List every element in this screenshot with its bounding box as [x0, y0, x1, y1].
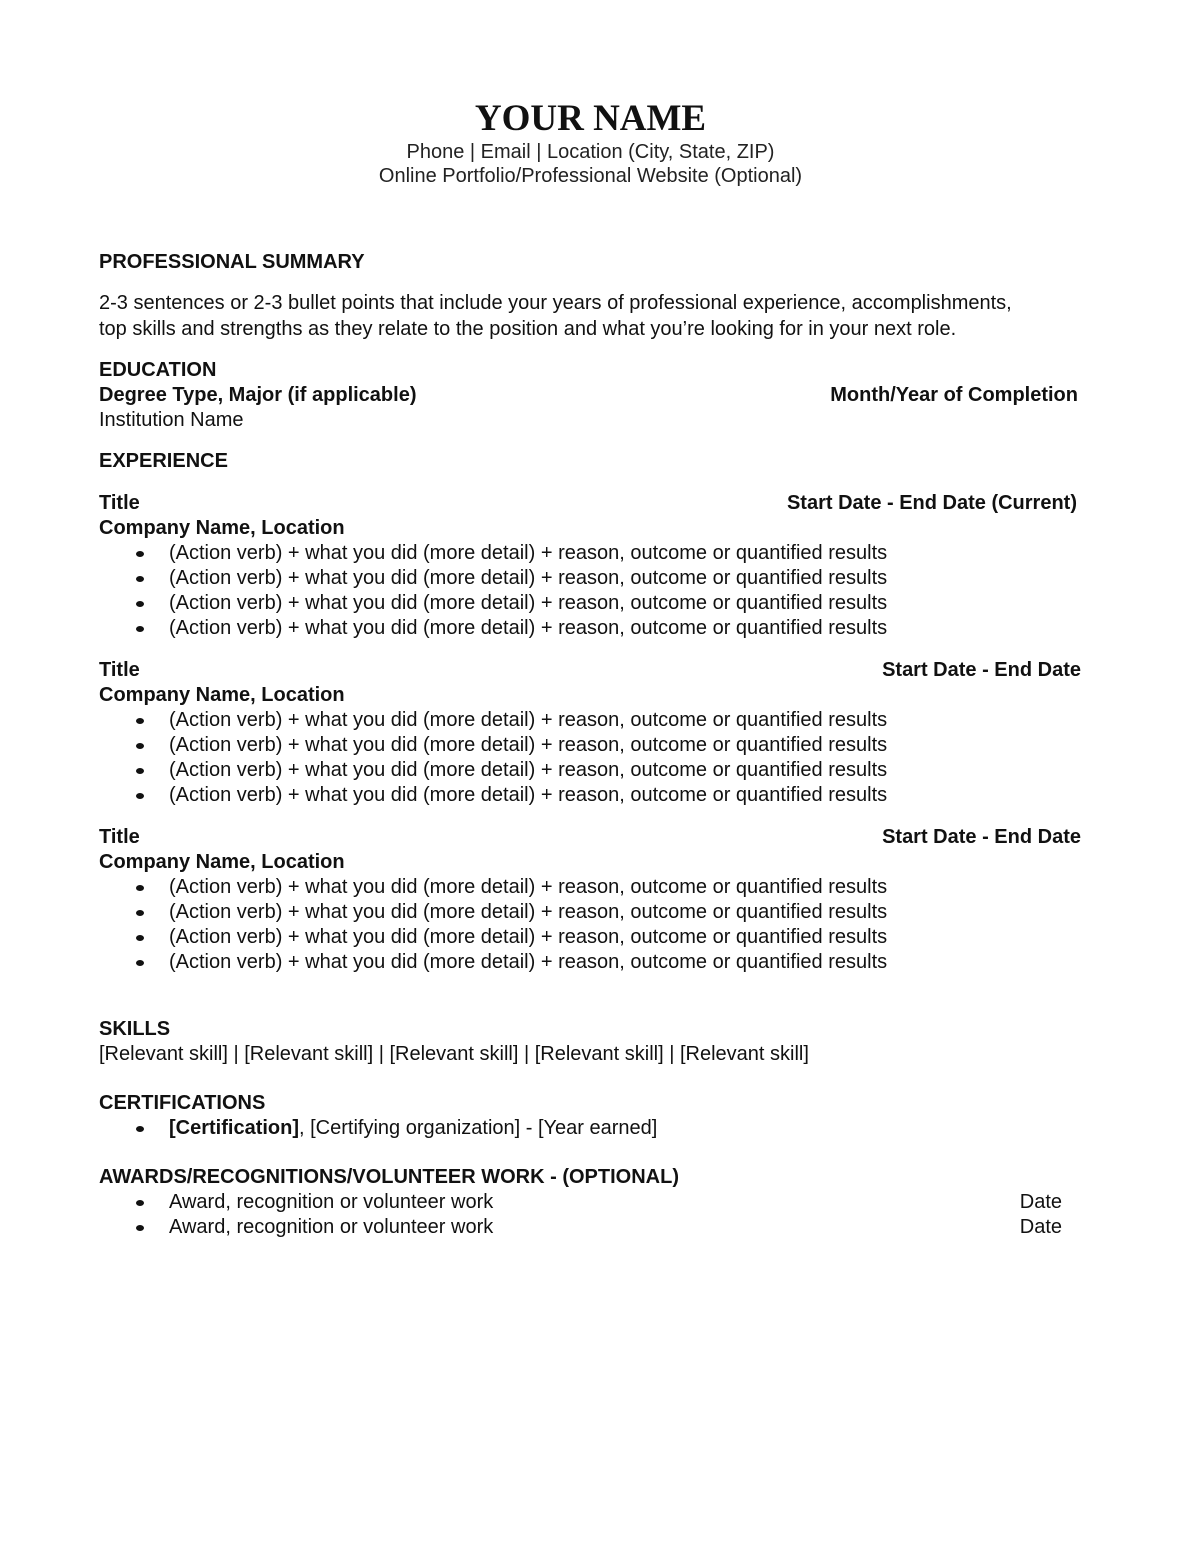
- job-bullet: [99, 733, 1082, 758]
- summary-section: [99, 250, 1082, 342]
- bullet-dot-icon: [136, 793, 144, 799]
- job-bullet: [99, 758, 1082, 783]
- bullet-dot-icon: [136, 935, 144, 941]
- job-bullet: [99, 875, 1082, 900]
- job-title-row: [99, 491, 1077, 516]
- resume-header: [99, 98, 1082, 188]
- bullet-dot-icon: [136, 743, 144, 749]
- job-dates: Start Date - End Date: [882, 659, 1081, 681]
- job-bullets: [99, 708, 1082, 808]
- certification-name: [Certification]: [169, 1117, 299, 1139]
- job-bullets: [99, 541, 1082, 641]
- skills-title: SKILLS: [99, 1018, 171, 1040]
- job-entry: [99, 658, 1082, 808]
- award-text: Award, recognition or volunteer work: [169, 1191, 494, 1213]
- award-row: [169, 1215, 1062, 1240]
- summary-line-2: top skills and strengths as they relate to the position and what you’re looking for in your next role.: [99, 318, 957, 340]
- bullet-dot-icon: [136, 576, 144, 582]
- bullet-dot-icon: [136, 626, 144, 632]
- job-bullet: [99, 783, 1082, 808]
- experience-section: [99, 449, 1082, 975]
- job-title-row: [99, 658, 1081, 683]
- certification-item: [99, 1116, 1082, 1141]
- job-bullet-text: (Action verb) + what you did (more detail) + reason, outcome or quantified results: [169, 709, 888, 731]
- job-bullet: [99, 566, 1082, 591]
- job-title: Title: [99, 492, 140, 514]
- education-completion: Month/Year of Completion: [830, 384, 1078, 406]
- job-bullet-text: (Action verb) + what you did (more detail) + reason, outcome or quantified results: [169, 926, 888, 948]
- certifications-list: [99, 1116, 1082, 1141]
- website-line: Online Portfolio/Professional Website (Optional): [378, 165, 803, 187]
- award-date: Date: [1019, 1191, 1062, 1213]
- skills-text: [Relevant skill] | [Relevant skill] | [Relevant skill] | [Relevant skill] | [Relevant skill]: [99, 1043, 809, 1065]
- job-bullet-text: (Action verb) + what you did (more detail) + reason, outcome or quantified results: [169, 734, 888, 756]
- job-company: Company Name, Location: [99, 517, 345, 539]
- awards-title: AWARDS/RECOGNITIONS/VOLUNTEER WORK - (OPTIONAL): [99, 1166, 679, 1188]
- bullet-dot-icon: [136, 718, 144, 724]
- job-bullet-text: (Action verb) + what you did (more detail) + reason, outcome or quantified results: [169, 542, 888, 564]
- summary-text: [99, 290, 1082, 342]
- summary-line-1: 2-3 sentences or 2-3 bullet points that include your years of professional experience, accomplishments,: [99, 292, 1012, 314]
- awards-list: [99, 1190, 1082, 1240]
- contact-line: Phone | Email | Location (City, State, ZIP): [406, 141, 775, 163]
- job-title: Title: [99, 826, 140, 848]
- bullet-dot-icon: [136, 885, 144, 891]
- education-section: [99, 358, 1082, 433]
- job-bullet-text: (Action verb) + what you did (more detail) + reason, outcome or quantified results: [169, 951, 888, 973]
- job-bullet: [99, 900, 1082, 925]
- job-bullet-text: (Action verb) + what you did (more detail) + reason, outcome or quantified results: [169, 567, 888, 589]
- job-bullet-text: (Action verb) + what you did (more detail) + reason, outcome or quantified results: [169, 617, 888, 639]
- certifications-section: [99, 1091, 1082, 1141]
- job-bullet-text: (Action verb) + what you did (more detail) + reason, outcome or quantified results: [169, 876, 888, 898]
- job-bullet: [99, 541, 1082, 566]
- job-title-row: [99, 825, 1081, 850]
- job-bullet: [99, 708, 1082, 733]
- education-degree-row: [99, 383, 1078, 408]
- job-bullet: [99, 591, 1082, 616]
- job-dates: Start Date - End Date: [882, 826, 1081, 848]
- award-item: [99, 1215, 1082, 1240]
- award-row: [169, 1190, 1062, 1215]
- resume-content: [99, 98, 1082, 1240]
- job-bullets: [99, 875, 1082, 975]
- bullet-dot-icon: [136, 1200, 144, 1206]
- certifications-title: CERTIFICATIONS: [99, 1092, 266, 1114]
- job-bullet: [99, 616, 1082, 641]
- bullet-dot-icon: [136, 551, 144, 557]
- bullet-dot-icon: [136, 910, 144, 916]
- award-text: Award, recognition or volunteer work: [169, 1216, 494, 1238]
- summary-title: PROFESSIONAL SUMMARY: [99, 251, 365, 273]
- education-degree: Degree Type, Major (if applicable): [99, 384, 417, 406]
- job-company: Company Name, Location: [99, 851, 345, 873]
- job-bullet: [99, 925, 1082, 950]
- awards-section: [99, 1165, 1082, 1240]
- bullet-dot-icon: [136, 768, 144, 774]
- job-bullet-text: (Action verb) + what you did (more detail) + reason, outcome or quantified results: [169, 759, 888, 781]
- award-item: [99, 1190, 1082, 1215]
- certification-details: , [Certifying organization] - [Year earned]: [299, 1117, 658, 1139]
- bullet-dot-icon: [136, 601, 144, 607]
- job-bullet: [99, 950, 1082, 975]
- job-bullet-text: (Action verb) + what you did (more detail) + reason, outcome or quantified results: [169, 592, 888, 614]
- job-dates: Start Date - End Date (Current): [786, 492, 1077, 514]
- bullet-dot-icon: [136, 960, 144, 966]
- job-company: Company Name, Location: [99, 684, 345, 706]
- award-date: Date: [1019, 1216, 1062, 1238]
- skills-section: [99, 1017, 1082, 1067]
- bullet-dot-icon: [136, 1225, 144, 1231]
- bullet-dot-icon: [136, 1126, 144, 1132]
- job-entry: [99, 825, 1082, 975]
- job-entry: [99, 491, 1082, 641]
- job-bullet-text: (Action verb) + what you did (more detail) + reason, outcome or quantified results: [169, 784, 888, 806]
- job-title: Title: [99, 659, 140, 681]
- resume-name: YOUR NAME: [474, 98, 707, 139]
- education-institution: Institution Name: [99, 409, 244, 431]
- experience-title: EXPERIENCE: [99, 450, 228, 472]
- job-bullet-text: (Action verb) + what you did (more detail) + reason, outcome or quantified results: [169, 901, 888, 923]
- education-title: EDUCATION: [99, 359, 217, 381]
